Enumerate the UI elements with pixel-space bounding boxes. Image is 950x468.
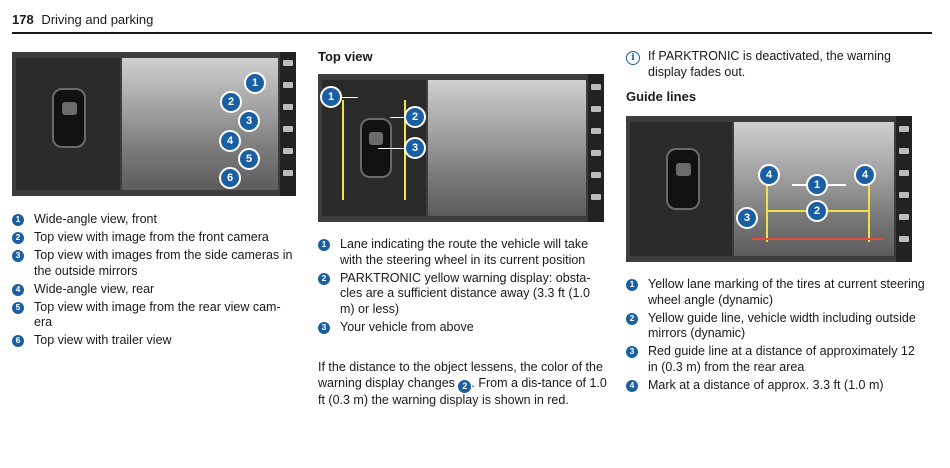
list-item	[626, 277, 926, 308]
item-number: 2	[626, 313, 638, 325]
item-text: Yellow lane marking of the tires at current steering wheel angle (dynamic)	[648, 277, 925, 307]
callout-badge: 5	[238, 148, 260, 170]
item-text: Lane indicating the route the vehicle will take with the steering wheel in its current position	[340, 237, 589, 267]
item-text: Wide-angle view, front	[34, 212, 157, 226]
guide-lines-legend	[626, 277, 926, 396]
list-item	[12, 300, 298, 331]
sidebar-icon	[283, 170, 293, 176]
item-text: Top view with image from the rear view cam-era	[34, 299, 281, 329]
guide-line-lane	[868, 182, 870, 242]
callout-badge: 4	[854, 164, 876, 186]
item-text: Yellow guide line, vehicle width including outside mirrors (dynamic)	[648, 310, 916, 340]
top-view-heading: Top view	[318, 49, 373, 64]
list-item	[12, 333, 298, 349]
sidebar-icon	[591, 194, 601, 200]
callout-badge: 4	[219, 130, 241, 152]
callout-badge: 3	[238, 110, 260, 132]
item-text: Red guide line at a distance of approximately 12 in (0.3 m) from the rear area	[648, 344, 915, 374]
page-number: 178	[12, 12, 34, 27]
callout-badge: 2	[806, 200, 828, 222]
figure1-legend	[12, 212, 298, 351]
item-text: Mark at a distance of approx. 3.3 ft (1.0 m)	[648, 377, 884, 392]
vehicle-top-image	[52, 88, 86, 148]
page-header	[12, 12, 153, 27]
para-text-before: If the distance to the object lessens, the color of the warning display changes	[318, 360, 603, 390]
callout-leader	[342, 97, 358, 98]
callout-badge: 6	[219, 167, 241, 189]
inline-callout: 2	[458, 380, 471, 393]
item-text: Top view with images from the side cameras in the outside mirrors	[34, 248, 293, 278]
list-item	[626, 378, 926, 394]
item-number: 3	[318, 322, 330, 334]
item-text: Top view with image from the front camera	[34, 230, 269, 244]
section-title: Driving and parking	[41, 12, 154, 27]
figure-top-view	[318, 74, 604, 222]
sidebar-icon	[283, 60, 293, 66]
sidebar-icon	[591, 150, 601, 156]
sidebar-icon	[591, 128, 601, 134]
sidebar-icon	[899, 236, 909, 242]
item-number: 1	[626, 279, 638, 291]
sidebar-icon	[283, 148, 293, 154]
figure-camera-views	[12, 52, 296, 196]
camera-image	[428, 80, 586, 216]
top-view-panel	[16, 58, 120, 190]
para-text-after: . From a dis-tance of 1.0 ft (0.3 m) the warning display is shown in red.	[318, 375, 607, 407]
list-item	[318, 320, 606, 336]
item-number: 4	[12, 284, 24, 296]
list-item	[626, 311, 926, 342]
view-selector-bar	[588, 74, 604, 222]
callout-badge: 3	[404, 137, 426, 159]
sidebar-icon	[591, 172, 601, 178]
callout-badge: 1	[320, 86, 342, 108]
item-number: 5	[12, 302, 24, 314]
callout-badge: 2	[404, 106, 426, 128]
list-item	[12, 248, 298, 279]
sidebar-icon	[899, 148, 909, 154]
callout-badge: 3	[736, 207, 758, 229]
vehicle-top-image	[666, 148, 700, 210]
list-item	[12, 282, 298, 298]
callout-leader	[390, 117, 404, 118]
list-item	[626, 344, 926, 375]
item-number: 3	[626, 346, 638, 358]
sidebar-icon	[283, 104, 293, 110]
lane-line	[342, 100, 344, 200]
header-rule	[12, 32, 932, 34]
list-item	[318, 271, 606, 318]
item-number: 6	[12, 335, 24, 347]
callout-badge: 4	[758, 164, 780, 186]
sidebar-icon	[899, 170, 909, 176]
list-item	[318, 237, 606, 268]
item-number: 2	[318, 273, 330, 285]
guide-lines-heading: Guide lines	[626, 89, 697, 104]
top-view-legend	[318, 237, 606, 338]
figure-guide-lines	[626, 116, 912, 262]
callout-badge: 1	[806, 174, 828, 196]
sidebar-icon	[899, 214, 909, 220]
item-number: 1	[318, 239, 330, 251]
view-selector-bar	[280, 52, 296, 196]
guide-line-lane	[766, 182, 768, 242]
sidebar-icon	[283, 126, 293, 132]
callout-badge: 1	[244, 72, 266, 94]
item-number: 4	[626, 380, 638, 392]
view-selector-bar	[896, 116, 912, 262]
sidebar-icon	[899, 126, 909, 132]
callout-leader	[378, 148, 404, 149]
item-number: 2	[12, 232, 24, 244]
sidebar-icon	[591, 84, 601, 90]
item-number: 3	[12, 250, 24, 262]
item-text: Top view with trailer view	[34, 333, 172, 347]
sidebar-icon	[283, 82, 293, 88]
distance-paragraph	[318, 360, 608, 408]
item-text: PARKTRONIC yellow warning display: obsta-cles are a sufficient distance away (3.3 ft (1.0 m) or less)	[340, 270, 591, 316]
sidebar-icon	[591, 106, 601, 112]
info-note: If PARKTRONIC is deactivated, the warning display fades out.	[648, 49, 891, 79]
callout-badge: 2	[220, 91, 242, 113]
info-icon: i	[626, 51, 640, 65]
item-number: 1	[12, 214, 24, 226]
top-view-panel	[630, 122, 732, 256]
list-item	[12, 230, 298, 246]
item-text: Your vehicle from above	[340, 319, 474, 334]
guide-line-red	[752, 238, 884, 240]
item-text: Wide-angle view, rear	[34, 281, 155, 296]
list-item	[12, 212, 298, 228]
sidebar-icon	[899, 192, 909, 198]
